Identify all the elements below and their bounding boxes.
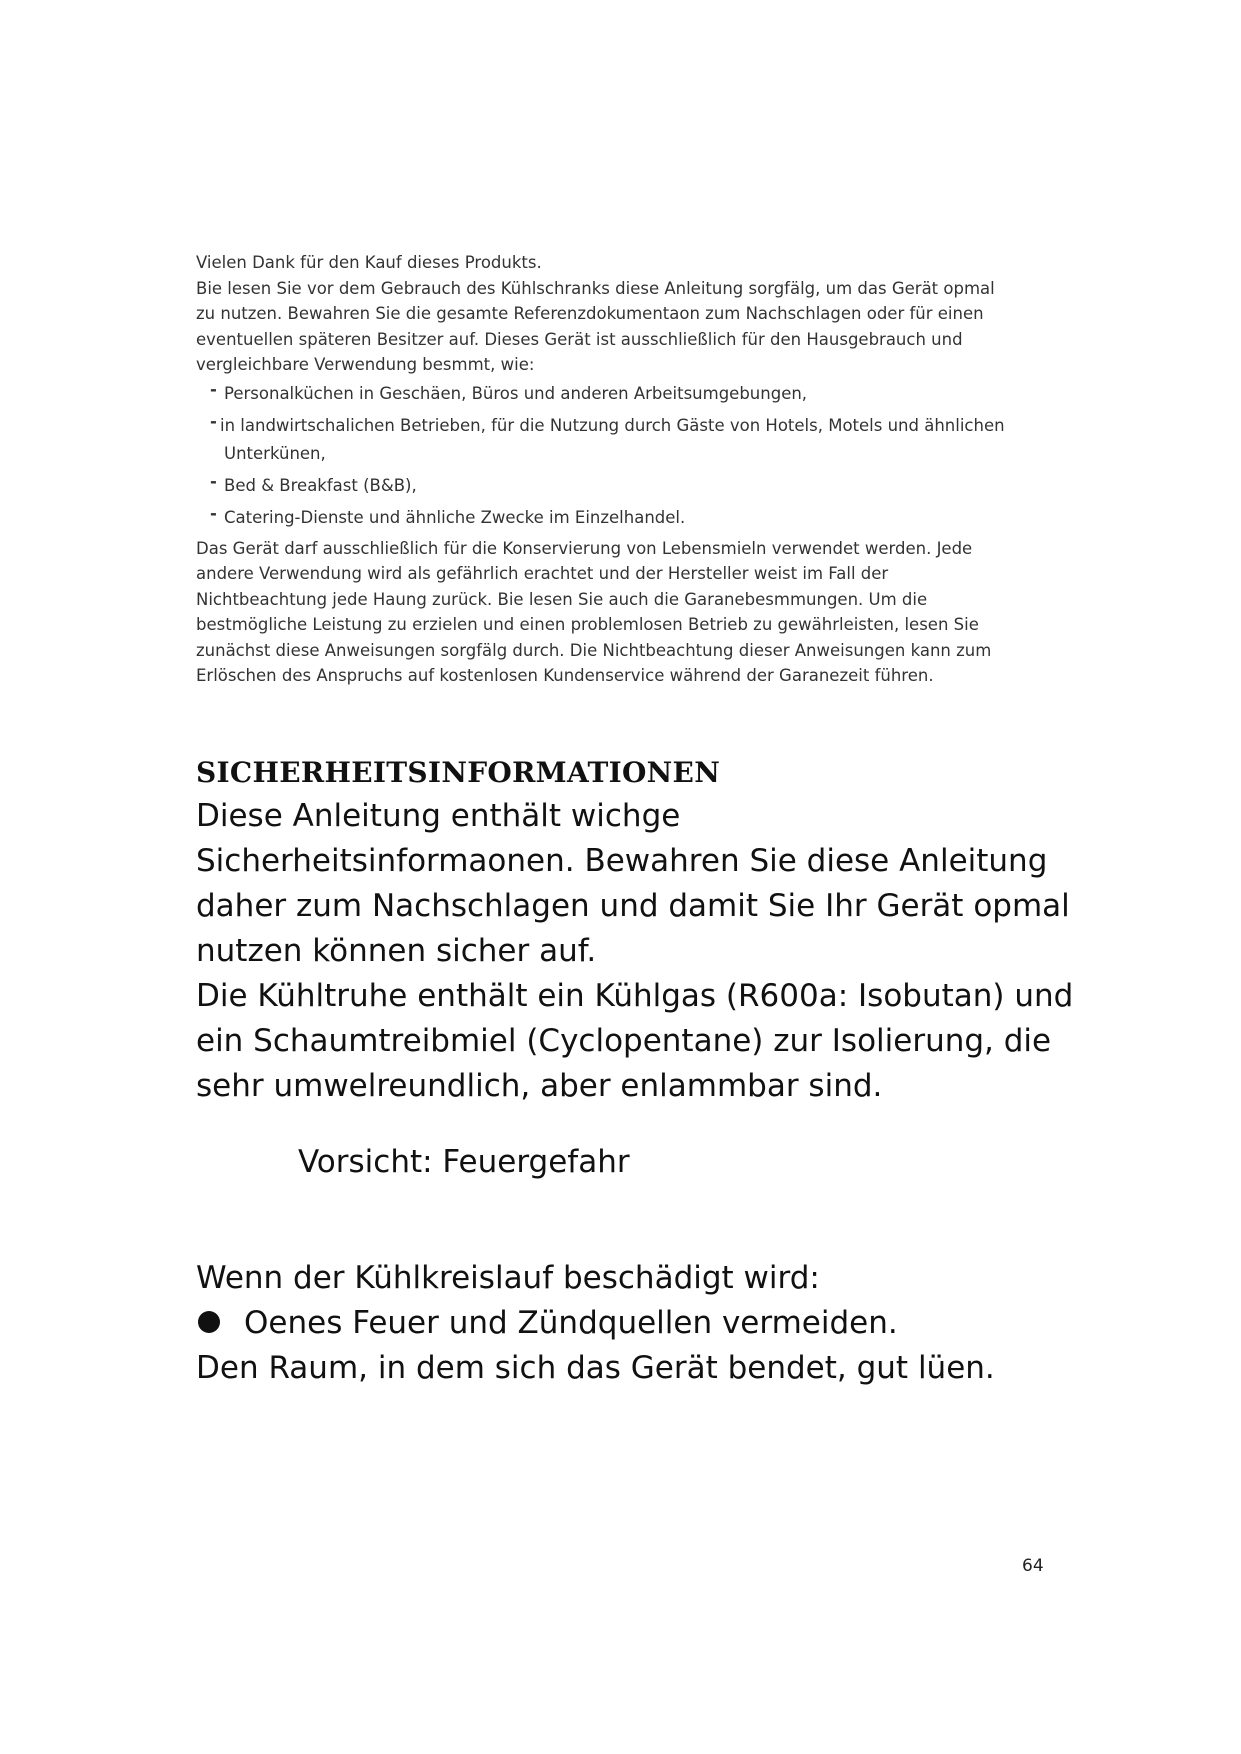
safety-text xyxy=(196,794,1096,1109)
list-item xyxy=(196,504,1046,532)
safety-line: Diese Anleitung enthält wichge xyxy=(196,798,681,834)
dash-marker: - xyxy=(210,411,217,431)
intro-section xyxy=(196,250,1046,689)
safety-line: Sicherheitsinformaonen. Bewahren Sie diese Anleitung xyxy=(196,843,1048,879)
list-item xyxy=(196,472,1046,500)
safety-line: ein Schaumtreibmiel (Cyclopentane) zur Isolierung, die xyxy=(196,1023,1052,1059)
intro-line: zu nutzen. Bewahren Sie die gesamte Referenzdokumentaon zum Nachschlagen oder für einen xyxy=(196,304,984,323)
intro-line: Vielen Dank für den Kauf dieses Produkts. xyxy=(196,253,542,272)
safety-line: Die Kühltruhe enthält ein Kühlgas (R600a: Isobutan) und xyxy=(196,978,1074,1014)
fire-warning: Vorsicht: Feuergefahr xyxy=(298,1144,630,1180)
intro-line: eventuellen späteren Besitzer auf. Dieses Gerät ist ausschließlich für den Hausgebrauch und xyxy=(196,329,963,349)
usage-list xyxy=(196,380,1046,532)
paragraph-line: Erlöschen des Anspruchs auf kostenlosen Kundenservice während der Garanezeit führen. xyxy=(196,666,934,685)
dash-marker: - xyxy=(210,379,217,399)
safety-line: daher zum Nachschlagen und damit Sie Ihr Gerät opmal xyxy=(196,888,1070,924)
list-item xyxy=(196,412,1046,468)
safety-line: sehr umwelreundlich, aber enlammbar sind. xyxy=(196,1068,883,1104)
list-item xyxy=(196,380,1046,408)
section-heading: SICHERHEITSINFORMATIONEN xyxy=(196,756,721,789)
dash-marker: - xyxy=(210,471,217,491)
paragraph-line: zunächst diese Anweisungen sorgfälg durch. Die Nichtbeachtung dieser Anweisungen kann zum xyxy=(196,640,992,660)
safety-line: nutzen können sicher auf. xyxy=(196,933,597,969)
list-item-text: Bed & Breakfast (B&B), xyxy=(224,475,417,495)
circuit-intro: Wenn der Kühlkreislauf beschädigt wird: xyxy=(196,1260,820,1296)
paragraph-line: Das Gerät darf ausschließlich für die Konservierung von Lebensmieln verwendet werden. Jede xyxy=(196,538,973,558)
list-item-text: Catering-Dienste und ähnliche Zwecke im Einzelhandel. xyxy=(224,507,686,527)
circuit-damage-section xyxy=(196,1256,1096,1391)
list-item-text: Personalküchen in Geschäen, Büros und anderen Arbeitsumgebungen, xyxy=(224,383,808,403)
paragraph-line: Nichtbeachtung jede Haung zurück. Bie lesen Sie auch die Garanebesmmungen. Um die xyxy=(196,589,928,609)
intro-line: Bie lesen Sie vor dem Gebrauch des Kühlschranks diese Anleitung sorgfälg, um das Gerät opmal xyxy=(196,278,995,298)
intro-line: vergleichbare Verwendung besmmt, wie: xyxy=(196,355,535,374)
circuit-after: Den Raum, in dem sich das Gerät bendet, gut lüen. xyxy=(196,1350,995,1386)
page-number: 64 xyxy=(1022,1556,1044,1576)
circuit-bullet xyxy=(196,1301,1096,1346)
list-item-text: in landwirtschalichen Betrieben, für die Nutzung durch Gäste von Hotels, Motels und ähnlichen xyxy=(220,415,1005,435)
paragraph-line: bestmögliche Leistung zu erzielen und einen problemlosen Betrieb zu gewährleisten, lesen Sie xyxy=(196,615,979,634)
list-item-text: Unterkünen, xyxy=(224,443,326,463)
usage-paragraph xyxy=(196,536,1046,689)
circuit-bullet-text: Oenes Feuer und Zündquellen vermeiden. xyxy=(244,1305,898,1341)
dash-marker: - xyxy=(210,503,217,523)
bullet-dot-icon xyxy=(198,1311,220,1333)
paragraph-line: andere Verwendung wird als gefährlich erachtet und der Hersteller weist im Fall der xyxy=(196,564,889,583)
